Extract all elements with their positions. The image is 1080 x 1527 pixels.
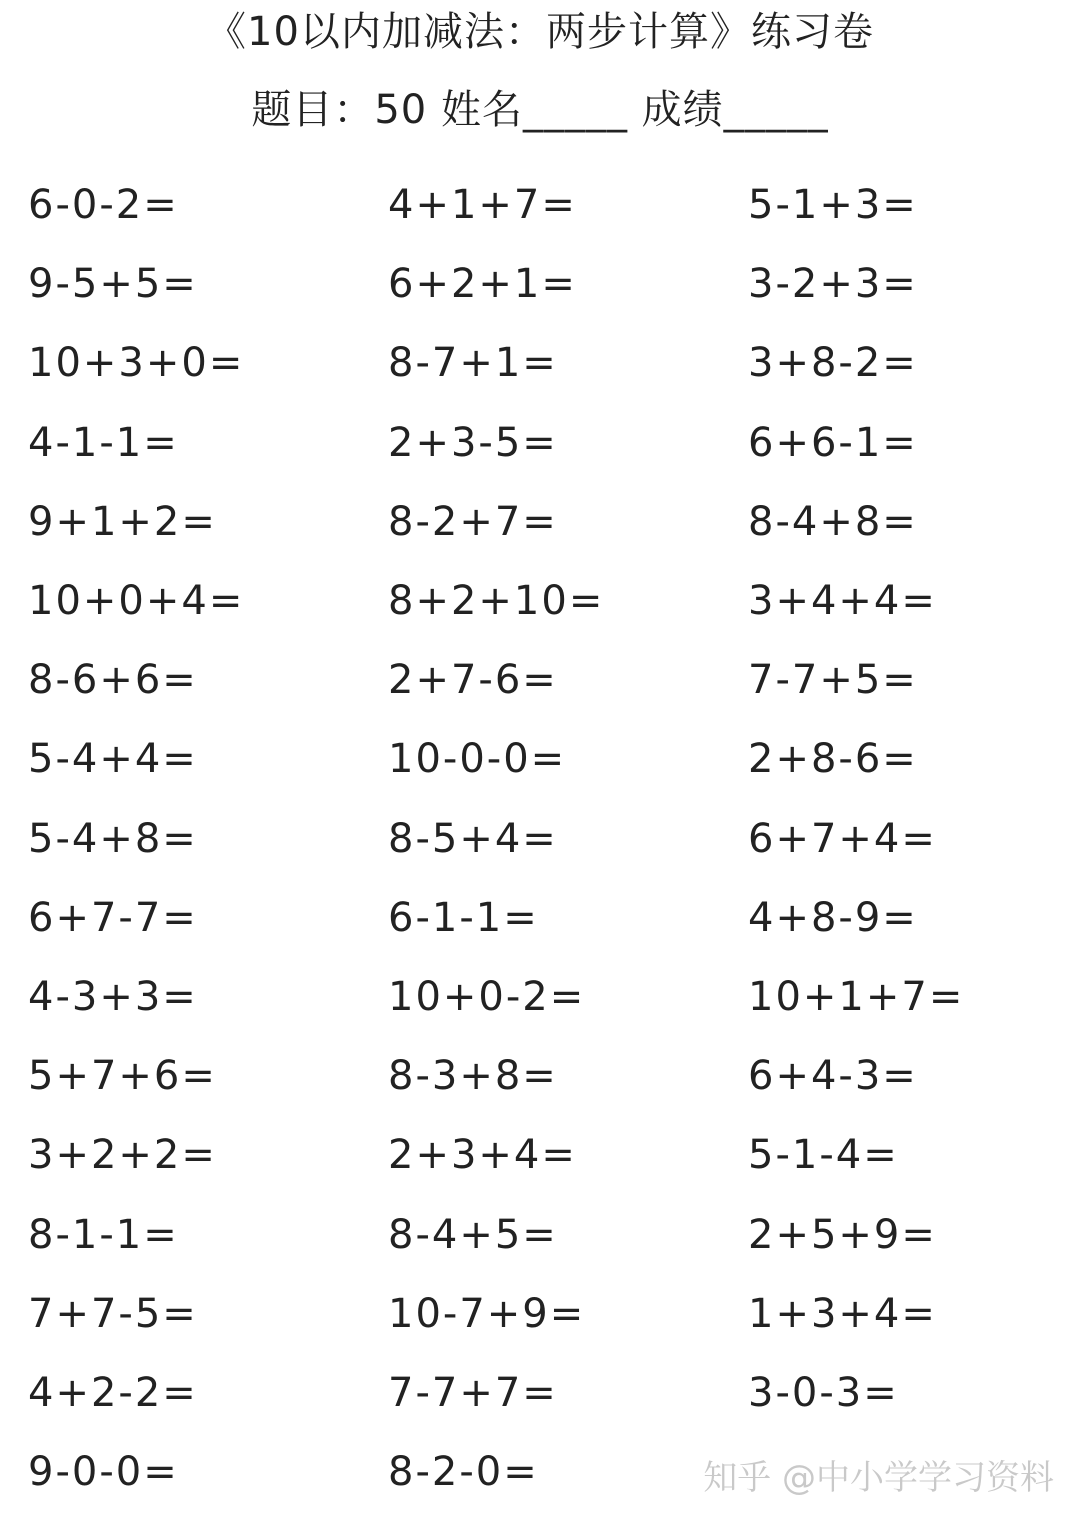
problem-item: 10-7+9=	[388, 1291, 586, 1337]
problem-item: 9-5+5=	[28, 261, 198, 307]
problem-item: 3+8-2=	[748, 340, 918, 386]
problem-item: 10+3+0=	[28, 340, 245, 386]
problem-item: 2+7-6=	[388, 657, 558, 703]
problem-item: 6+7-7=	[28, 895, 198, 941]
problem-item: 8-2-0=	[388, 1449, 539, 1495]
problem-item: 3-2+3=	[748, 261, 918, 307]
problem-item: 5-1+3=	[748, 182, 918, 228]
problem-item: 9-0-0=	[28, 1449, 179, 1495]
problem-item: 8-2+7=	[388, 499, 558, 545]
problem-item: 4+8-9=	[748, 895, 918, 941]
worksheet-subtitle: 题目：50 姓名_____ 成绩_____	[251, 87, 829, 133]
problem-item: 6+4-3=	[748, 1053, 918, 1099]
problem-item: 10+0-2=	[388, 974, 586, 1020]
problem-item: 4+1+7=	[388, 182, 577, 228]
problem-item: 10+0+4=	[28, 578, 245, 624]
problem-item: 5-4+4=	[28, 736, 198, 782]
problem-item: 6+7+4=	[748, 816, 937, 862]
problem-item: 8-5+4=	[388, 816, 558, 862]
problem-item: 5+7+6=	[28, 1053, 217, 1099]
problem-item: 8+2+10=	[388, 578, 605, 624]
problem-item: 3-0-3=	[748, 1370, 899, 1416]
problem-item: 8-7+1=	[388, 340, 558, 386]
problem-item: 2+5+9=	[748, 1212, 937, 1258]
problem-item: 1+3+4=	[748, 1291, 937, 1337]
problem-item: 3+2+2=	[28, 1132, 217, 1178]
problem-item: 4-1-1=	[28, 420, 179, 466]
problem-item: 9+1+2=	[28, 499, 217, 545]
problem-item: 5-4+8=	[28, 816, 198, 862]
worksheet-title: 《10以内加减法：两步计算》练习卷	[206, 9, 874, 55]
problem-item: 6-0-2=	[28, 182, 179, 228]
problem-item: 10+1+7=	[748, 974, 965, 1020]
problem-item: 5-1-4=	[748, 1132, 899, 1178]
problem-item: 8-4+5=	[388, 1212, 558, 1258]
problem-item: 7+7-5=	[28, 1291, 198, 1337]
problem-item: 8-3+8=	[388, 1053, 558, 1099]
problem-item: 6-1-1=	[388, 895, 539, 941]
problem-item: 2+8-6=	[748, 736, 918, 782]
problem-item: 6+6-1=	[748, 420, 918, 466]
problem-item: 8-4+8=	[748, 499, 918, 545]
problem-item: 10-0-0=	[388, 736, 567, 782]
problem-item: 8-6+6=	[28, 657, 198, 703]
problem-item: 7-7+5=	[748, 657, 918, 703]
problem-item: 6+2+1=	[388, 261, 577, 307]
problem-item: 4-3+3=	[28, 974, 198, 1020]
problem-item: 4+2-2=	[28, 1370, 198, 1416]
problem-item: 2+3-5=	[388, 420, 558, 466]
watermark: 知乎 @中小学学习资料	[703, 1458, 1054, 1498]
problem-item: 3+4+4=	[748, 578, 937, 624]
problem-item: 8-1-1=	[28, 1212, 179, 1258]
problem-item: 7-7+7=	[388, 1370, 558, 1416]
problem-item: 2+3+4=	[388, 1132, 577, 1178]
